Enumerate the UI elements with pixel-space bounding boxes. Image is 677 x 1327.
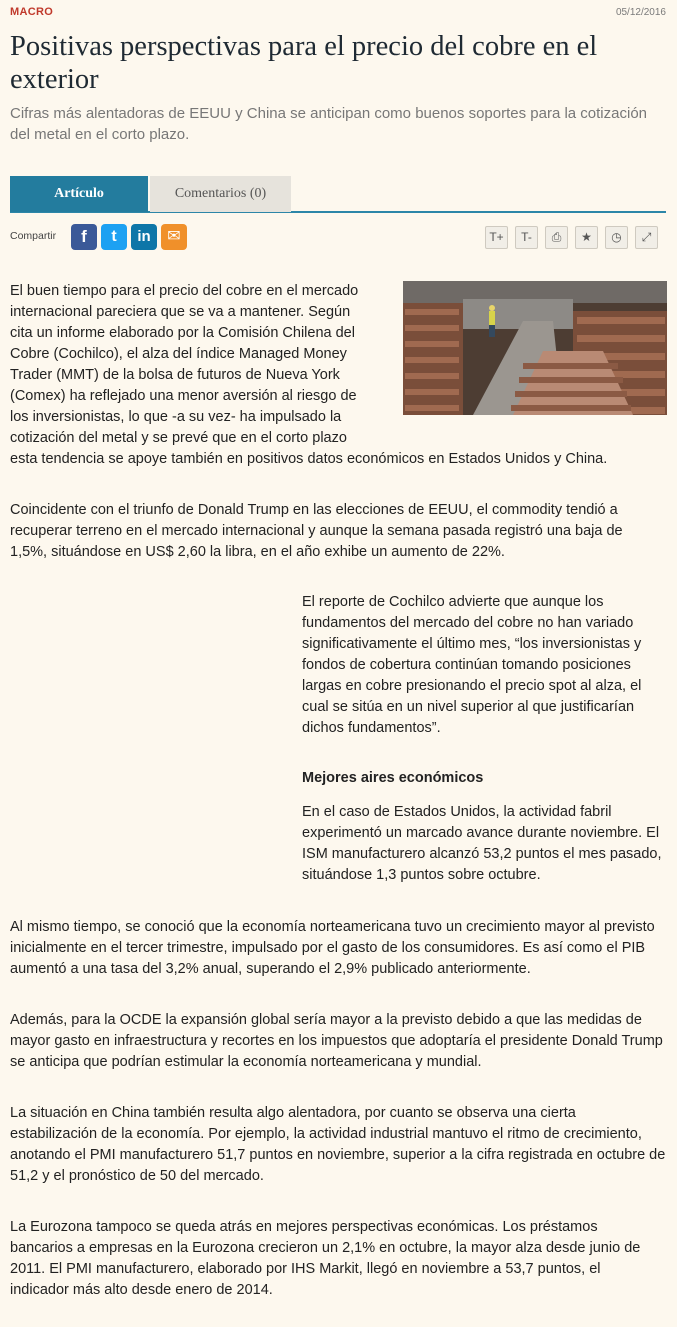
article-tabs <box>10 176 666 213</box>
paragraph-8: La Eurozona tampoco se queda atrás en mejores perspectivas económicas. Los préstamos bancarios a empresas en la Eurozona crecieron un 2,1% en octubre, la mayor alza desde junio de 2011. El PMI manufacturero, elaborado por IHS Markit, llegó en noviembre a 53,7 puntos, el indicador más alto desde enero de 2014. <box>10 1219 641 1298</box>
history-button[interactable] <box>605 226 628 249</box>
paragraph-1-left <box>10 281 390 449</box>
p1-line: los inversionistas, lo que -a su vez- ha impulsado la <box>10 409 342 425</box>
paragraph-5: Al mismo tiempo, se conoció que la economía norteamericana tuvo un crecimiento mayor al previsto inicialmente en el tercer trimestre, impulsado por el gasto de los consumidores. Es así como el PIB aumentó a una tasa del 3,2% anual, superando el 2,9% publicado anteriormente. <box>10 919 655 977</box>
p1-line: cita un informe elaborado por la Comisión Chilena del <box>10 325 355 341</box>
paragraph-4: En el caso de Estados Unidos, la actividad fabril experimentó un marcado avance durante noviembre. El ISM manufacturero alcanzó 53,2 puntos el mes pasado, situándose 1,3 puntos sobre octubre. <box>302 804 662 883</box>
fullscreen-button[interactable] <box>635 226 658 249</box>
print-button[interactable] <box>545 226 568 249</box>
star-icon: ★ <box>581 230 592 244</box>
paragraph-6: Además, para la OCDE la expansión global sería mayor a la previsto debido a que las medidas de mayor gasto en infraestructura y recortes en los impuestos que adoptaría el presidente Donald Trump se anticipa que podrían estimular la economía norteamericana y mundial. <box>10 1012 663 1070</box>
p1-line: Cobre (Cochilco), el alza del índice Managed Money <box>10 346 347 362</box>
article-header <box>10 6 666 20</box>
email-icon: ✉ <box>167 228 181 245</box>
paragraph-2: Coincidente con el triunfo de Donald Trump en las elecciones de EEUU, el commodity tendió a recuperar terreno en el mercado internacional y aunque la semana pasada registró una baja de 1,5%, situándose en US$ 2,60 la libra, en el año exhibe un aumento de 22%. <box>10 502 623 560</box>
print-icon: ⎙ <box>551 230 562 244</box>
email-share-button[interactable] <box>161 224 187 250</box>
article-photo <box>403 281 667 415</box>
twitter-share-button[interactable] <box>101 224 127 250</box>
tabs-filler <box>291 176 666 212</box>
p1-line: cotización del metal y se prevé que en el corto plazo <box>10 430 347 446</box>
section-label[interactable]: MACRO <box>10 6 54 18</box>
text-decrease-icon: T- <box>521 230 532 244</box>
p1-line: Trader (MMT) de la bolsa de futuros de Nueva York <box>10 367 340 383</box>
share-label: Compartir <box>10 230 57 242</box>
paragraph-3: El reporte de Cochilco advierte que aunque los fundamentos del mercado del cobre no han variado significativamente el último mes, “los inversionistas y fondos de cobertura continúan tomando posiciones largas en cobre presionando el precio spot al alza, el cual se sitúa en un nivel superior al que justificarían dichos fundamentos”. <box>302 594 642 736</box>
p1-line: El buen tiempo para el precio del cobre en el mercado <box>10 283 359 299</box>
paragraph-7: La situación en China también resulta algo alentadora, por cuanto se observa una cierta estabilización de la economía. Por ejemplo, la actividad industrial mantuvo el ritmo de crecimiento, anotando el PMI manufacturero 51,7 puntos en noviembre, superior a la cifra registrada en octubre de 51,2 y el pronóstico de 50 del mercado. <box>10 1105 666 1184</box>
tab-comments[interactable]: Comentarios (0) <box>150 176 291 212</box>
favorite-button[interactable] <box>575 226 598 249</box>
subheading: Mejores aires económicos <box>302 770 484 786</box>
tab-article[interactable]: Artículo <box>10 176 148 212</box>
article-subtitle: Cifras más alentadoras de EEUU y China se anticipan como buenos soportes para la cotización del metal en el corto plazo. <box>10 105 648 143</box>
share-toolbar <box>10 224 666 250</box>
p1-line: (Comex) ha reflejado una menor aversión al riesgo de <box>10 388 357 404</box>
text-increase-icon: T+ <box>489 230 504 244</box>
p1-line: internacional pareciera que se va a mantener. Según <box>10 304 351 320</box>
increase-font-button[interactable] <box>485 226 508 249</box>
linkedin-icon: in <box>137 228 151 245</box>
linkedin-share-button[interactable] <box>131 224 157 250</box>
publish-date: 05/12/2016 <box>615 7 666 18</box>
clock-icon: ◷ <box>611 230 622 244</box>
article-title: Positivas perspectivas para el precio del cobre en el exterior <box>10 31 598 95</box>
copper-warehouse-image <box>403 281 667 415</box>
fullscreen-icon: ⤢ <box>641 230 652 244</box>
facebook-icon: f <box>81 227 87 246</box>
twitter-icon: t <box>111 228 117 245</box>
facebook-share-button[interactable] <box>71 224 97 250</box>
p1-line: esta tendencia se apoye también en positivos datos económicos en Estados Unidos y China. <box>10 451 608 467</box>
decrease-font-button[interactable] <box>515 226 538 249</box>
